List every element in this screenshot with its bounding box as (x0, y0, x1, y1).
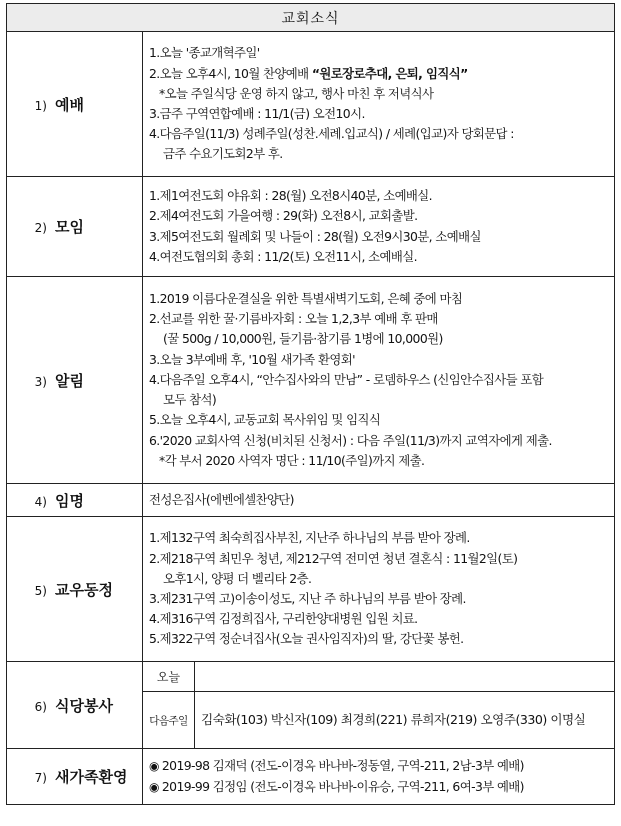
list-item: 4.제316구역 김정희집사, 구리한양대병원 입원 치료. (149, 611, 418, 627)
list-item: *각 부서 2020 사역자 명단 : 11/10(주일)까지 제출. (159, 452, 425, 468)
bullet-icon: ◉ (149, 779, 159, 794)
section-meetings (7, 177, 615, 277)
list-item (149, 777, 608, 797)
list-item: 3.제231구역 고)이송이성도, 지난 주 하나님의 부름 받아 장례. (149, 591, 466, 606)
section-number: 6) (34, 699, 47, 714)
section-label (7, 484, 143, 517)
section-title: 알림 (55, 371, 84, 390)
section-label (7, 749, 143, 805)
list-item: *오늘 주일식당 운영 하지 않고, 행사 마친 후 저녁식사 (159, 85, 434, 101)
section-label (7, 177, 143, 277)
header-row (7, 4, 615, 32)
today-value (195, 662, 615, 692)
section-number: 5) (34, 583, 47, 598)
section-member-news (7, 517, 615, 662)
list-item: 4.다음주일(11/3) 성례주일(성찬.세례.입교식) / 세례(입교)자 당회문답 : (149, 126, 514, 142)
section-announcements (7, 277, 615, 484)
list-item (149, 64, 608, 84)
list-item: 5.오늘 오후4시, 교동교회 목사위임 및 임직식 (149, 412, 381, 428)
list-item: (꿀 500g / 10,000원, 들기름·참기름 1병에 10,000원) (163, 331, 443, 347)
list-item: 4.여전도협의회 총회 : 11/2(토) 오전11시, 소예배실. (149, 248, 417, 264)
section-appointment (7, 484, 615, 517)
list-item: 1.제1여전도회 야유회 : 28(월) 오전8시40분, 소예배실. (149, 188, 433, 204)
section-label (7, 517, 143, 662)
list-item: 오후1시, 양평 더 벨리타 2층. (163, 570, 312, 586)
section-label (7, 662, 143, 749)
item-text: 2.오늘 오후4시, 10월 찬양예배 (149, 65, 312, 81)
section-number: 2) (34, 221, 47, 235)
section-label (7, 277, 143, 484)
section-number: 4) (34, 494, 47, 509)
section-title: 교우동정 (55, 580, 113, 599)
section-number: 7) (34, 771, 47, 785)
list-item: 4.다음주일 오후4시, “안수집사와의 만남” - 로뎀하우스 (신임안수집사들 포함 (149, 371, 544, 387)
section-worship (7, 32, 615, 177)
list-item (149, 756, 608, 776)
section-items (143, 177, 615, 277)
today-label: 오늘 (143, 662, 195, 692)
list-item: 금주 수요기도회2부 후. (163, 146, 283, 162)
item-text: 2019-99 김정임 (전도-이경옥 바나바-이유승, 구역-211, 6여-3부 예배) (161, 778, 524, 794)
list-item: 3.금주 구역연합예배 : 11/1(금) 오전10시. (149, 106, 365, 121)
section-items (143, 749, 615, 805)
list-item: 1.제132구역 최숙희집사부친, 지난주 하나님의 부름 받아 장례. (149, 530, 470, 546)
list-item: 3.오늘 3부예배 후, '10월 새가족 환영회' (149, 351, 355, 367)
list-item: 2.제4여전도회 가을여행 : 29(화) 오전8시, 교회출발. (149, 208, 418, 224)
list-item: 5.제322구역 정순녀집사(오늘 권사임직자)의 딸, 강단꽃 봉헌. (149, 631, 464, 647)
table-title: 교회소식 (7, 4, 615, 32)
section-title: 예배 (55, 95, 84, 114)
section-number: 3) (34, 374, 47, 389)
list-item: 2.선교를 위한 꿀·기름바자회 : 오늘 1,2,3부 예배 후 판매 (149, 311, 438, 327)
section-items (143, 484, 615, 517)
section-items (143, 277, 615, 484)
list-item: 1.오늘 '종교개혁주일' (149, 45, 260, 61)
section-title: 임명 (55, 491, 84, 510)
list-item: 1.2019 이름다운결실을 위한 특별새벽기도회, 은혜 중에 마침 (149, 291, 463, 307)
section-title: 식당봉사 (55, 696, 113, 715)
list-item: 6.'2020 교회사역 신청(비치된 신청서) : 다음 주일(11/3)까지 교역자에게 제출. (149, 432, 552, 448)
church-news-table (6, 3, 615, 805)
list-item: 3.제5여전도회 월례회 및 나들이 : 28(월) 오전9시30분, 소예배실 (149, 228, 481, 244)
list-item: 2.제218구역 최민우 청년, 제212구역 전미연 청년 결혼식 : 11월2일(토) (149, 550, 518, 566)
section-items (143, 517, 615, 662)
item-text: 2019-98 김재덕 (전도-이경옥 바나바-정동열, 구역-211, 2남-3부 예배) (161, 758, 524, 774)
section-new-family (7, 749, 615, 805)
next-sunday-label: 다음주일 (143, 692, 195, 749)
next-sunday-value: 김숙화(103) 박신자(109) 최경희(221) 류희자(219) 오영주(330) 이명실 (195, 692, 615, 749)
section-label (7, 32, 143, 177)
section-number: 1) (34, 98, 47, 113)
section-title: 새가족환영 (55, 768, 128, 786)
bullet-icon: ◉ (149, 759, 159, 774)
item-emphasis: “원로장로추대, 은퇴, 임직식” (311, 65, 468, 81)
list-item: 모두 참석) (163, 392, 217, 408)
section-title: 모임 (55, 218, 84, 236)
section-items (143, 32, 615, 177)
section-kitchen-service-today (7, 662, 615, 692)
list-item: 전성은집사(에벤에셀찬양단) (149, 491, 294, 507)
